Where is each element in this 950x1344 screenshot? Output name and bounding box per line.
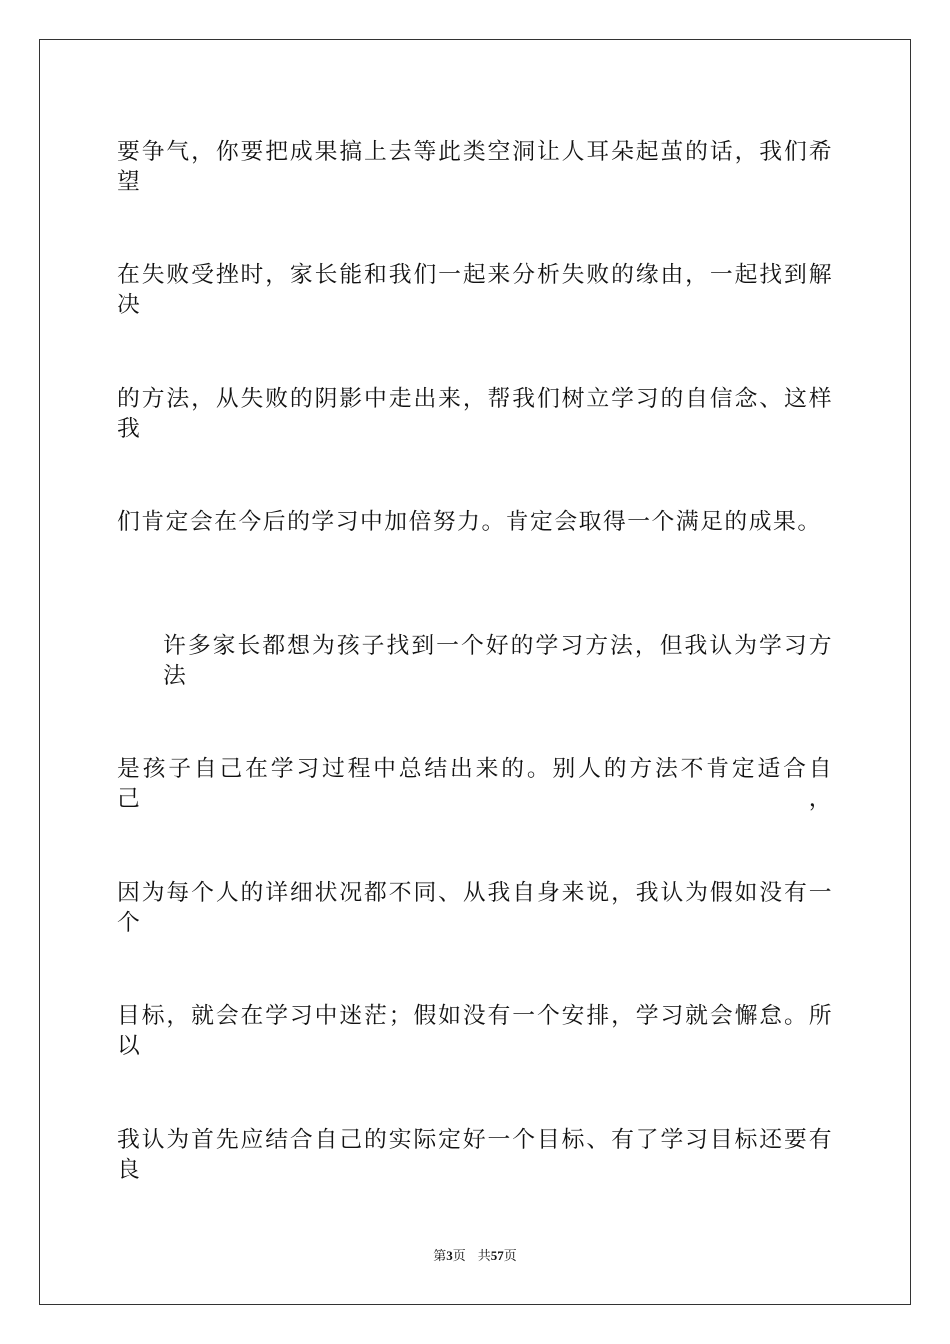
- text-line-4: 们肯定会在今后的学习中加倍努力。肯定会取得一个满足的成果。: [117, 509, 822, 535]
- total-prefix: 共: [477, 1249, 491, 1264]
- page-suffix: 页: [452, 1249, 466, 1264]
- total-suffix: 页: [503, 1249, 517, 1264]
- text-line-8: 目标，就会在学习中迷茫；假如没有一个安排，学习就会懈怠。所以: [117, 1003, 833, 1059]
- text-line-7: 因为每个人的详细状况都不同、从我自身来说，我认为假如没有一个: [117, 880, 833, 936]
- paragraph-start-line: 许多家长都想为孩子找到一个好的学习方法，但我认为学习方法: [163, 633, 833, 689]
- text-line-1: 要争气，你要把成果搞上去等此类空洞让人耳朵起茧的话，我们希望: [117, 139, 833, 195]
- text-line-9: 我认为首先应结合自己的实际定好一个目标、有了学习目标还要有良: [117, 1127, 833, 1183]
- page-number: 3: [446, 1248, 453, 1263]
- total-pages: 57: [490, 1248, 504, 1263]
- text-line-2: 在失败受挫时，家长能和我们一起来分析失败的缘由，一起找到解决: [117, 262, 833, 318]
- page-footer: [0, 1248, 950, 1265]
- text-line-6: 是孩子自己在学习过程中总结出来的。别人的方法不肯定适合自己，: [117, 756, 833, 812]
- page-prefix: 第: [433, 1249, 447, 1264]
- text-line-3: 的方法，从失败的阴影中走出来，帮我们树立学习的自信念、这样我: [117, 386, 833, 442]
